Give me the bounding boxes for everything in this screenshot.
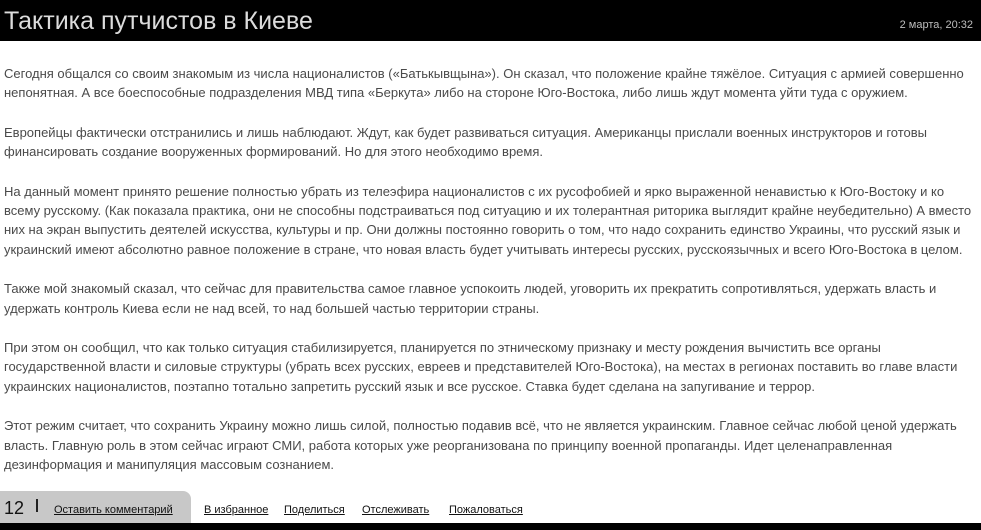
divider bbox=[36, 499, 38, 512]
article-title: Тактика путчистов в Киеве bbox=[4, 7, 313, 35]
add-to-favorites-link[interactable]: В избранное bbox=[204, 504, 269, 516]
comment-box bbox=[0, 491, 191, 523]
article-body bbox=[4, 64, 976, 495]
share-link[interactable]: Поделиться bbox=[284, 504, 345, 516]
paragraph: На данный момент принято решение полностью убрать из телеэфира националистов с их русофобией и ярко выраженной ненавистью к Юго-Востоку и ко всему русскому. (Как показала практика, они не способны подстраиваться под ситуацию и их толерантная риторика выглядит крайне неубедительно) А вместо них на экран выпустить деятелей искусства, культуры и пр. Они должны постоянно говорить о том, что надо сохранить единство Украины, что русский язык и украинский имеют абсолютно равное положение в стране, что новая власть будет учитывать интересы русских, русскоязычных и всего Юго-Востока в целом. bbox=[4, 183, 972, 257]
paragraph: Также мой знакомый сказал, что сейчас для правительства самое главное успокоить людей, уговорить их прекратить сопротивляться, удержать власть и удержать контроль Киева если не над всей, то над большей частью территории страны. bbox=[4, 281, 937, 316]
article-date: 2 марта, 20:32 bbox=[899, 19, 973, 31]
report-link[interactable]: Пожаловаться bbox=[449, 504, 523, 516]
bottom-bar bbox=[0, 523, 981, 530]
paragraph: Сегодня общался со своим знакомым из числа националистов («Батькывщына»). Он сказал, что положение крайне тяжёлое. Ситуация с армией совершенно непонятная. А все боеспособные подразделения МВД типа «Беркута» либо на стороне Юго-Востока, либо лишь ждут момента уйти туда с оружием. bbox=[4, 66, 964, 101]
paragraph: Этот режим считает, что сохранить Украину можно лишь силой, полностью подавив всё, что не является украинским. Главное сейчас любой ценой удержать власть. Главную роль в этом сейчас играют СМИ, работа которых уже реорганизована по принципу военной пропаганды. Идет целенаправленная дезинформация и манипуляция массовым сознанием. bbox=[4, 418, 957, 473]
leave-comment-link[interactable]: Оставить комментарий bbox=[54, 504, 173, 516]
paragraph: Европейцы фактически отстранились и лишь наблюдают. Ждут, как будет развиваться ситуация. Американцы прислали военных инструкторов и готовы финансировать создание вооруженных формирований. Но для этого необходимо время. bbox=[4, 124, 928, 160]
paragraph: При этом он сообщил, что как только ситуация стабилизируется, планируется по этническому признаку и месту рождения вычистить все органы государственной власти и силовые структуры (убрать всех русских, евреев и представителей Юго-Востока), на местах в регионах поставить во главе власти украинских националистов, поэтапно тотально запретить русский язык и все русское. Ставка будет сделана на запугивание и террор. bbox=[4, 340, 958, 394]
comment-count: 12 bbox=[4, 498, 25, 518]
article-footer bbox=[0, 491, 981, 523]
follow-link[interactable]: Отслеживать bbox=[362, 504, 430, 516]
article-header bbox=[0, 0, 981, 41]
